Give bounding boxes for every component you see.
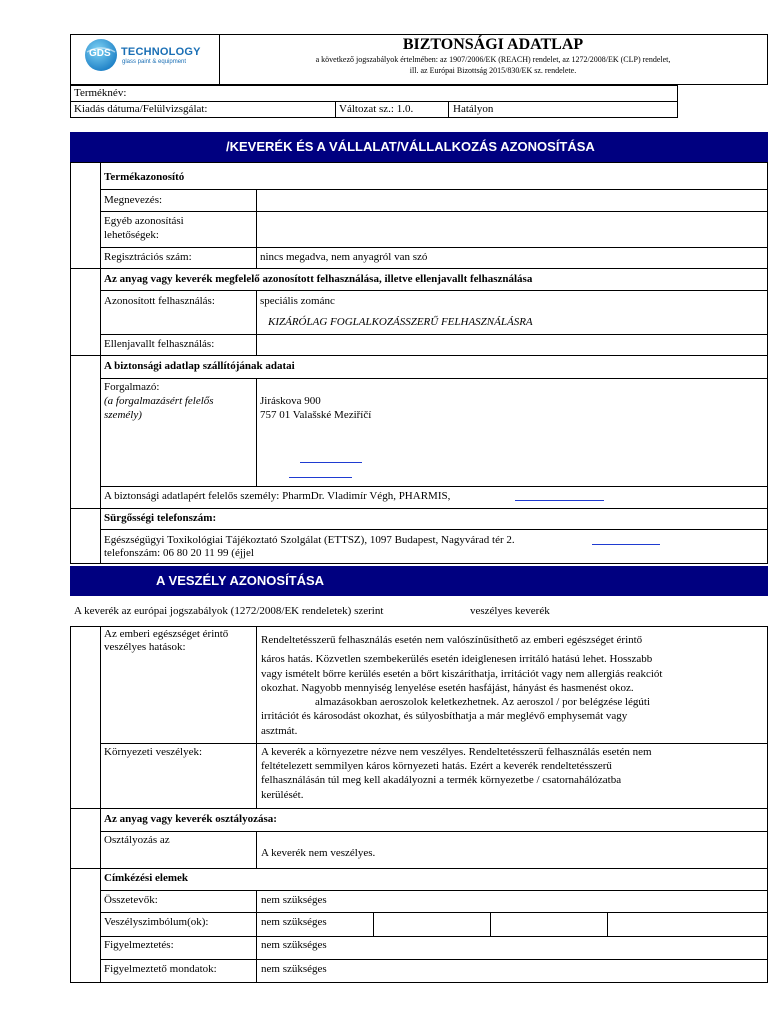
- product-identifier-heading: Termékazonosító: [104, 171, 185, 183]
- health-label-line1: Az emberi egészséget érintő: [104, 628, 229, 640]
- environment-text-line: kerülését.: [261, 789, 304, 801]
- document-subtitle-line1: a következő jogszabályok értelmében: az 1907/2006/EK (REACH) rendelet, az 1272/2008/EK (CLP) rendelet,: [315, 55, 671, 64]
- classification-label: Osztályozás az: [104, 834, 170, 846]
- company-logo: [84, 38, 214, 72]
- section1-title: /KEVERÉK ÉS A VÁLLALAT/VÁLLALKOZÁS AZONOSÍTÁSA: [226, 139, 595, 154]
- logo-tagline: glass paint & equipment: [122, 59, 187, 65]
- contra-use-label: Ellenjavallt felhasználás:: [104, 338, 215, 350]
- identified-use-label: Azonosított felhasználás:: [104, 295, 215, 307]
- other-id-label-line1: Egyéb azonosítási: [104, 215, 184, 227]
- product-name-label: Terméknév:: [74, 87, 127, 99]
- environment-text-line: A keverék a környezetre nézve nem veszélyes. Rendeltetésszerű felhasználás esetén nem: [261, 746, 652, 758]
- uses-heading: Az anyag vagy keverék megfelelő azonosított felhasználása, illetve ellenjavallt felhasználása: [104, 273, 533, 285]
- other-id-label-line2: lehetőségek:: [104, 229, 159, 241]
- supplier-link-2[interactable]: [289, 477, 352, 478]
- issue-date-label: Kiadás dátuma/Felülvizsgálat:: [74, 103, 208, 115]
- distributor-note-line1: (a forgalmazásért felelős: [104, 395, 214, 407]
- hazard-statements-value: nem szükséges: [261, 963, 327, 975]
- classification-intro: A keverék az európai jogszabályok (1272/2008/EK rendeletek) szerint: [74, 605, 384, 617]
- section2-banner: [70, 566, 768, 596]
- classification-heading: Az anyag vagy keverék osztályozása:: [104, 813, 277, 825]
- responsible-person-email-link[interactable]: [515, 500, 604, 501]
- symbols-label: Veszélyszimbólum(ok):: [104, 916, 209, 928]
- health-label-line2: veszélyes hatások:: [104, 641, 186, 653]
- health-text-line: vagy ismételt bőrre kerülés esetén a bőrt kiszáríthatja, irritációt vagy nem allergiás reakciót: [261, 668, 663, 680]
- health-text-line: Rendeltetésszerű felhasználás esetén nem valószínűsíthető az emberi egészséget érintő: [261, 634, 643, 646]
- address-line1: Jiráskova 900: [260, 395, 321, 407]
- environment-text-line: felhasználásán túl meg kell akadályozni a termék környezetbe / csatornahálózatba: [261, 774, 622, 786]
- supplier-link-1[interactable]: [300, 462, 362, 463]
- logo-badge-text: GDS: [89, 48, 111, 59]
- identified-use-note: KIZÁRÓLAG FOGLALKOZÁSSZERŰ FELHASZNÁLÁSRA: [268, 316, 533, 328]
- environment-text-line: feltételezett semmilyen káros környezeti hatás. Ezért a keverék rendeltetésszerű: [261, 760, 612, 772]
- health-text-line: irritációt és károsodást okozhat, és súlyosbíthatja a már meglévő emphysemát vagy: [261, 710, 628, 722]
- emergency-link[interactable]: [592, 544, 660, 545]
- health-text-line: asztmát.: [261, 725, 298, 737]
- warning-value: nem szükséges: [261, 939, 327, 951]
- emergency-heading: Sürgősségi telefonszám:: [104, 512, 217, 524]
- supplier-heading: A biztonsági adatlap szállítójának adatai: [104, 360, 295, 372]
- logo-name: TECHNOLOGY: [121, 46, 201, 58]
- document-title: BIZTONSÁGI ADATLAP: [402, 36, 584, 53]
- hazard-statements-label: Figyelmeztető mondatok:: [104, 963, 217, 975]
- version-label: Változat sz.: 1.0.: [339, 103, 414, 115]
- components-label: Összetevők:: [104, 894, 158, 906]
- identified-use-value: speciális zománc: [260, 295, 335, 307]
- classification-result: veszélyes keverék: [470, 605, 550, 617]
- distributor-label: Forgalmazó:: [104, 381, 160, 393]
- health-text-line: káros hatás. Közvetlen szembekerülés esetén ideiglenesen irritáló hatású lehet. Hosszabb: [261, 653, 653, 665]
- section2-title: A VESZÉLY AZONOSÍTÁSA: [156, 573, 325, 588]
- label-elements-heading: Címkézési elemek: [104, 872, 188, 884]
- address-line2: 757 01 Valašské Meziříčí: [260, 409, 372, 421]
- name-label: Megnevezés:: [104, 194, 163, 206]
- warning-label: Figyelmeztetés:: [104, 939, 174, 951]
- environment-label: Környezeti veszélyek:: [104, 746, 203, 758]
- emergency-line1: Egészségügyi Toxikológiai Tájékoztató Szolgálat (ETTSZ), 1097 Budapest, Nagyvárad tér 2.: [104, 534, 515, 546]
- responsible-person: A biztonsági adatlapért felelős személy: PharmDr. Vladimír Végh, PHARMIS,: [104, 490, 451, 502]
- classification-value: A keverék nem veszélyes.: [261, 847, 376, 859]
- registration-label: Regisztrációs szám:: [104, 251, 192, 263]
- symbols-value: nem szükséges: [261, 916, 327, 928]
- health-text-line: almazásokban aeroszolok keletkezhetnek. Az aeroszol / por belégzése légúti: [315, 696, 651, 708]
- distributor-note-line2: személy): [104, 409, 142, 421]
- product-name-row: [70, 85, 678, 102]
- document-subtitle-line2: ill. az Európai Bizottság 2015/830/EK sz. rendelete.: [409, 66, 577, 75]
- emergency-line2: telefonszám: 06 80 20 11 99 (éjjel: [104, 547, 254, 559]
- registration-value: nincs megadva, nem anyagról van szó: [260, 251, 428, 263]
- components-value: nem szükséges: [261, 894, 327, 906]
- effective-label: Hatályon: [453, 103, 494, 115]
- health-text-line: okozhat. Nagyobb mennyiség lenyelése esetén hasfájást, hányást és hasmenést okoz.: [261, 682, 634, 694]
- section1-banner: [70, 132, 768, 162]
